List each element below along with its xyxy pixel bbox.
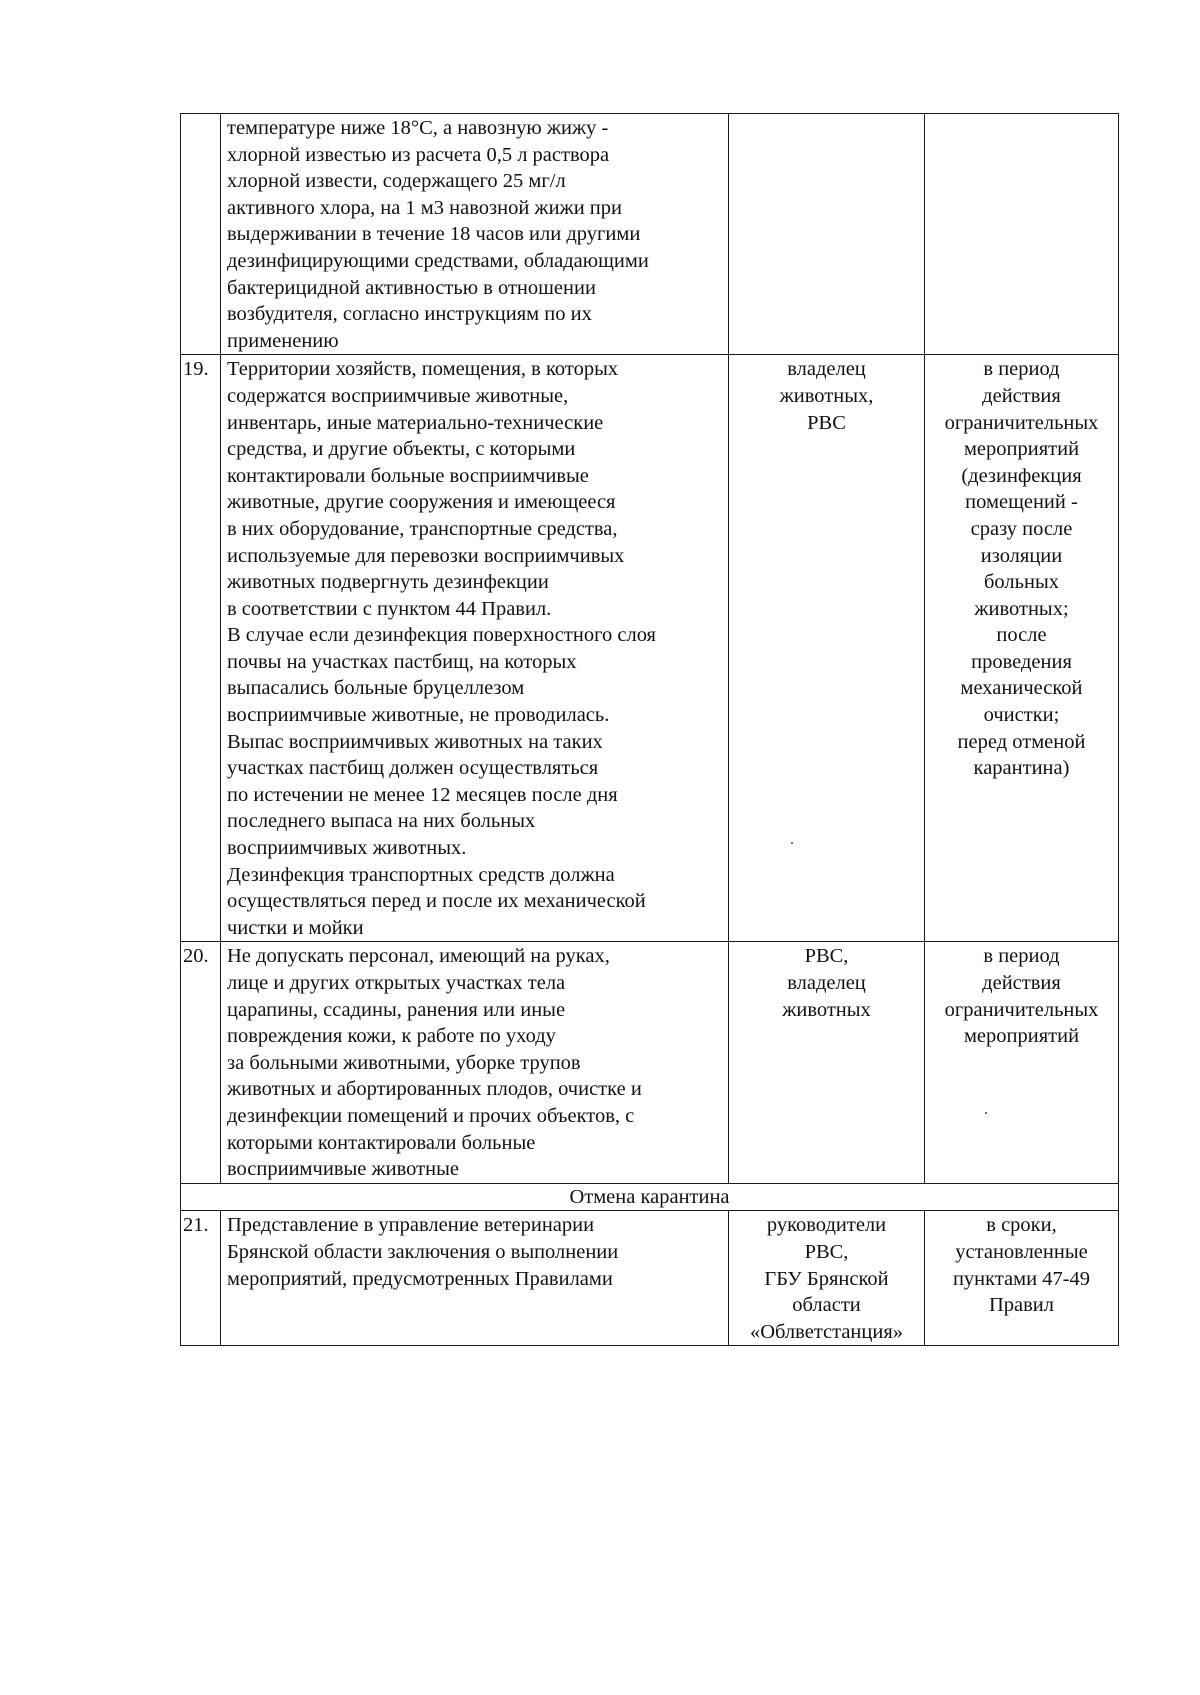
responsible-cell <box>729 114 925 355</box>
text-line: содержатся восприимчивые животные, <box>227 384 569 407</box>
text-line: бактерицидной активностью в отношении <box>227 276 596 299</box>
measure-paragraph <box>227 943 722 1182</box>
text-line: в них оборудование, транспортные средства, <box>227 517 618 540</box>
text-line: хлорной известью из расчета 0,5 л раствора <box>227 143 610 166</box>
text-line: используемые для перевозки восприимчивых <box>227 544 625 567</box>
text-line: животных; <box>974 597 1069 620</box>
text-line: установленные <box>955 1240 1088 1263</box>
text-line: в период <box>983 358 1060 381</box>
measure-text <box>221 114 729 355</box>
measures-table <box>180 113 1119 1346</box>
text-line: в сроки, <box>986 1214 1057 1237</box>
text-line: инвентарь, иные материально-технические <box>227 411 604 434</box>
measure-paragraph <box>227 115 722 354</box>
text-line: которыми контактировали больные <box>227 1131 536 1154</box>
text-line: Дезинфекция транспортных средств должна <box>227 863 615 886</box>
text-line: восприимчивые животные <box>227 1158 459 1181</box>
text-line: по истечении не менее 12 месяцев после дня <box>227 783 618 806</box>
text-line: участках пастбищ должен осуществляться <box>227 757 599 780</box>
text-line: выпасались больные бруцеллезом <box>227 677 525 700</box>
text-line: «Облветстанция» <box>749 1320 904 1343</box>
text-line: РВС, <box>804 945 849 968</box>
row-number: 19. <box>181 355 221 942</box>
measure-paragraph-1 <box>227 356 722 622</box>
text-line: хлорной извести, содержащего 25 мг/л <box>227 170 566 193</box>
text-line: Правил <box>988 1294 1055 1317</box>
term-cell <box>925 942 1119 1183</box>
text-line: животных подвергнуть дезинфекции <box>227 571 549 594</box>
text-line: почвы на участках пастбищ, на которых <box>227 650 577 673</box>
measure-paragraph-3 <box>227 862 722 942</box>
text-line: активного хлора, на 1 м3 навозной жижи при <box>227 196 622 219</box>
text-line: мероприятий, предусмотренных Правилами <box>227 1267 613 1290</box>
text-line: проведения <box>971 650 1072 673</box>
text-line: В случае если дезинфекция поверхностного слоя <box>227 624 656 647</box>
text-line: Выпас восприимчивых животных на таких <box>227 730 603 753</box>
table-row-21 <box>181 1211 1119 1346</box>
text-line: РВС <box>807 411 846 434</box>
measure-paragraph <box>227 1212 722 1292</box>
text-line: РВС, <box>804 1240 849 1263</box>
section-heading: Отмена карантина <box>181 1183 1119 1211</box>
row-number: 21. <box>181 1211 221 1346</box>
text-line: в период <box>983 945 1060 968</box>
text-line: дезинфицирующими средствами, обладающими <box>227 249 649 272</box>
text-line: в соответствии с пунктом 44 Правил. <box>227 597 552 620</box>
text-line: очистки; <box>983 704 1060 727</box>
measure-paragraph-2 <box>227 622 722 861</box>
measure-text <box>221 355 729 942</box>
row-number <box>181 114 221 355</box>
text-line: животные, другие сооружения и имеющееся <box>227 491 616 514</box>
text-line: после <box>996 624 1047 647</box>
term-cell <box>925 114 1119 355</box>
measure-text <box>221 1211 729 1346</box>
text-line: применению <box>227 329 339 352</box>
text-line: восприимчивые животные, не проводилась. <box>227 704 610 727</box>
scan-speck <box>791 842 793 844</box>
text-line: животных <box>782 998 871 1021</box>
text-line: за больными животными, уборке трупов <box>227 1051 581 1074</box>
text-line: сразу после <box>970 517 1073 540</box>
text-line: чистки и мойки <box>227 916 364 939</box>
text-line: повреждения кожи, к работе по уходу <box>227 1025 556 1048</box>
text-line: температуре ниже 18°С, а навозную жижу - <box>227 117 609 139</box>
text-line: восприимчивых животных. <box>227 837 467 860</box>
text-line: ограничительных <box>944 411 1099 434</box>
text-line: руководители <box>766 1214 887 1237</box>
text-line: помещений - <box>965 491 1078 514</box>
scan-speck <box>985 1112 987 1114</box>
term-cell <box>925 355 1119 942</box>
measure-text <box>221 942 729 1183</box>
text-line: пунктами 47-49 <box>952 1267 1091 1290</box>
table-section-row <box>181 1183 1119 1211</box>
text-line: дезинфекции помещений и прочих объектов, с <box>227 1104 635 1127</box>
table-row-continuation <box>181 114 1119 355</box>
text-line: лице и других открытых участках тела <box>227 972 566 994</box>
text-line: владелец <box>787 358 866 381</box>
text-line: изоляции <box>980 544 1063 567</box>
text-line: мероприятий <box>963 438 1080 461</box>
text-line: перед отменой <box>957 730 1086 753</box>
row-number: 20. <box>181 942 221 1183</box>
responsible-cell <box>729 355 925 942</box>
text-line: ГБУ Брянской <box>764 1267 889 1290</box>
responsible-cell <box>729 1211 925 1346</box>
text-line: механической <box>960 677 1083 700</box>
text-line: действия <box>982 972 1061 994</box>
text-line: средства, и другие объекты, с которыми <box>227 438 576 461</box>
text-line: животных и абортированных плодов, очистке и <box>227 1078 642 1101</box>
text-line: владелец <box>787 972 866 994</box>
text-line: ограничительных <box>944 998 1099 1021</box>
text-line: царапины, ссадины, ранения или иные <box>227 998 566 1021</box>
text-line: мероприятий <box>963 1025 1080 1048</box>
text-line: Брянской области заключения о выполнении <box>227 1240 619 1263</box>
text-line: контактировали больные восприимчивые <box>227 464 589 487</box>
text-line: выдерживании в течение 18 часов или другими <box>227 223 641 246</box>
text-line: Представление в управление ветеринарии <box>227 1214 595 1237</box>
term-cell <box>925 1211 1119 1346</box>
text-line: животных, <box>779 384 874 407</box>
text-line: больных <box>984 571 1059 594</box>
table-row-20 <box>181 942 1119 1183</box>
text-line: Территории хозяйств, помещения, в которых <box>227 358 619 381</box>
text-line: последнего выпаса на них больных <box>227 810 536 833</box>
text-line: карантина) <box>973 757 1070 780</box>
text-line: действия <box>982 384 1061 407</box>
text-line: области <box>792 1294 861 1317</box>
text-line: (дезинфекция <box>961 464 1082 487</box>
table-row-19 <box>181 355 1119 942</box>
text-line: Не допускать персонал, имеющий на руках, <box>227 945 610 968</box>
responsible-cell <box>729 942 925 1183</box>
text-line: осуществляться перед и после их механической <box>227 890 646 913</box>
text-line: возбудителя, согласно инструкциям по их <box>227 303 592 326</box>
